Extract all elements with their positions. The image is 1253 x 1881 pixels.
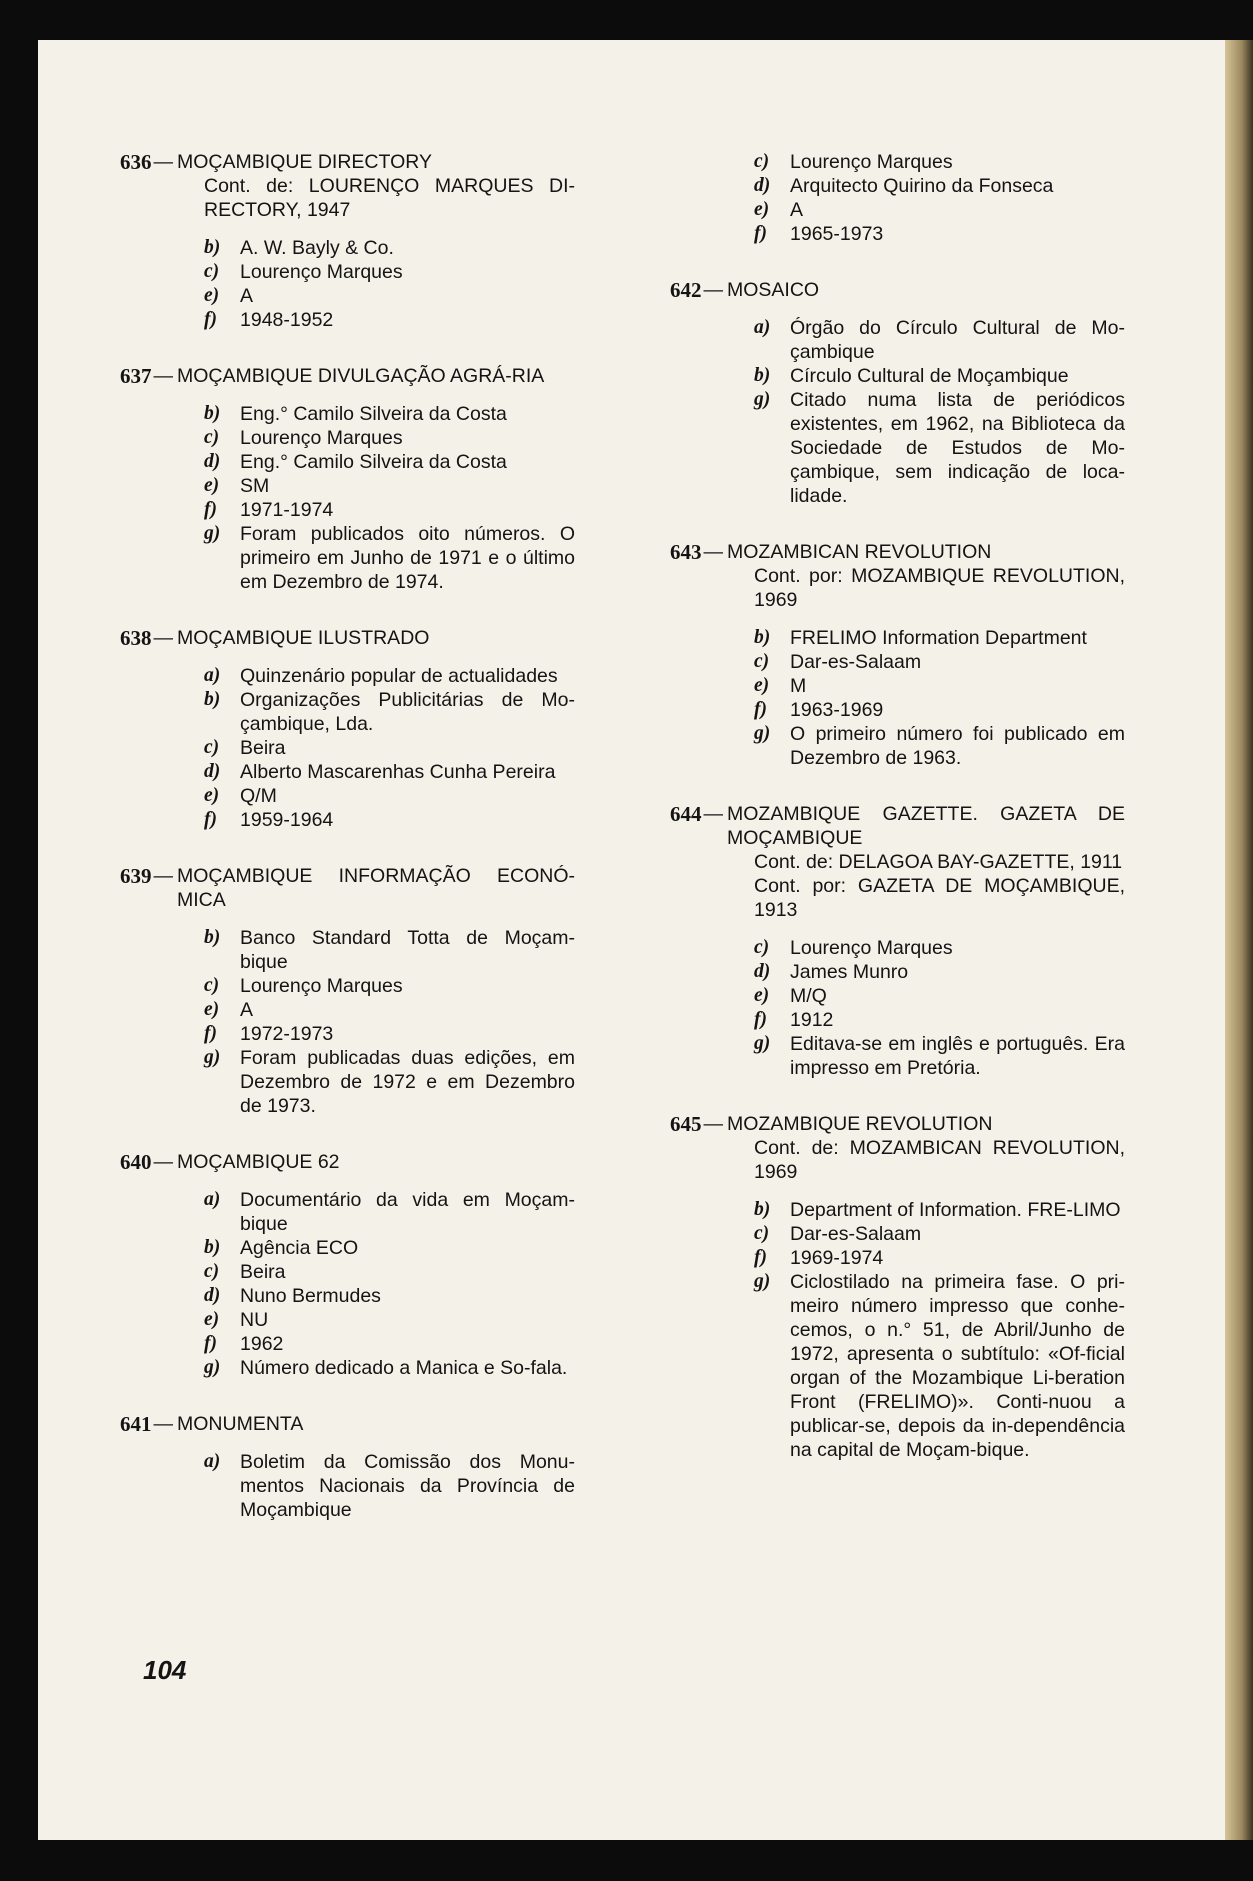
field-text: James Munro <box>790 961 909 983</box>
entry-title: MOÇAMBIQUE DIVULGAÇÃO AGRÁ-RIA <box>177 365 545 387</box>
field-text: Beira <box>240 737 286 759</box>
entry-number: 645 <box>670 1112 702 1136</box>
entry-field <box>670 222 1125 246</box>
field-text: Dar-es-Salaam <box>790 1223 922 1245</box>
catalog-entry <box>670 802 1125 1080</box>
field-text: Número dedicado a Manica e So-fala. <box>240 1357 568 1379</box>
field-letter: b) <box>204 237 221 258</box>
field-text: Lourenço Marques <box>240 261 403 283</box>
field-letter: c) <box>204 975 220 996</box>
entry-title: MOZAMBICAN REVOLUTION <box>727 541 992 563</box>
field-text: M/Q <box>790 985 827 1007</box>
entry-field <box>670 150 1125 174</box>
entry-field <box>120 1308 575 1332</box>
field-letter: d) <box>204 1285 221 1306</box>
field-text: Q/M <box>240 785 277 807</box>
entry-field <box>120 402 575 426</box>
continuation-note: Cont. por: MOZAMBIQUE REVOLUTION, 1969 <box>754 565 1125 611</box>
entry-fields <box>120 664 575 832</box>
entry-field <box>670 198 1125 222</box>
field-text: 1969-1974 <box>790 1247 884 1269</box>
field-letter: g) <box>204 1357 221 1378</box>
field-letter: c) <box>754 1223 770 1244</box>
field-letter: g) <box>754 389 771 410</box>
entry-field <box>120 1260 575 1284</box>
entry-field <box>670 174 1125 198</box>
field-letter: c) <box>204 261 220 282</box>
field-text: Boletim da Comissão dos Monu-mentos Nacionais da Província de Moçambique <box>240 1451 575 1521</box>
entry-field <box>120 974 575 998</box>
entry-field <box>120 926 575 974</box>
entry-field <box>120 498 575 522</box>
field-letter: d) <box>754 961 771 982</box>
entry-title: MOÇAMBIQUE DIRECTORY <box>177 151 432 173</box>
entry-heading <box>120 150 575 174</box>
field-letter: e) <box>204 285 220 306</box>
catalog-entry <box>120 1150 575 1380</box>
field-text: Eng.° Camilo Silveira da Costa <box>240 403 507 425</box>
entry-title: MOSAICO <box>727 279 820 301</box>
entry-field <box>120 284 575 308</box>
continuation-note: Cont. por: GAZETA DE MOÇAMBIQUE, 1913 <box>754 875 1125 921</box>
page-number: 104 <box>143 1655 187 1685</box>
field-text: Banco Standard Totta de Moçam-bique <box>240 927 575 973</box>
catalog-entry <box>670 150 1125 246</box>
field-text: 1948-1952 <box>240 309 334 331</box>
field-letter: c) <box>754 651 770 672</box>
field-text: Lourenço Marques <box>240 975 403 997</box>
entry-number: 644 <box>670 802 702 826</box>
field-letter: f) <box>754 223 767 244</box>
field-text: 1963-1969 <box>790 699 884 721</box>
entry-fields <box>670 316 1125 508</box>
field-text: 1959-1964 <box>240 809 334 831</box>
entry-field <box>120 998 575 1022</box>
field-letter: f) <box>754 1247 767 1268</box>
entry-dash: — <box>153 627 173 649</box>
field-text: FRELIMO Information Department <box>790 627 1087 649</box>
field-letter: c) <box>204 427 220 448</box>
entry-field <box>120 1356 575 1380</box>
field-letter: c) <box>754 151 770 172</box>
entry-heading <box>120 364 575 388</box>
field-letter: e) <box>754 675 770 696</box>
field-text: M <box>790 675 807 697</box>
left-column <box>120 150 575 1554</box>
field-text: Nuno Bermudes <box>240 1285 381 1307</box>
field-text: Lourenço Marques <box>240 427 403 449</box>
field-text: Beira <box>240 1261 286 1283</box>
field-letter: c) <box>204 737 220 758</box>
field-letter: a) <box>204 1451 221 1472</box>
entry-field <box>120 808 575 832</box>
entry-fields <box>120 402 575 594</box>
entry-dash: — <box>703 803 723 825</box>
entry-heading <box>120 626 575 650</box>
entry-heading <box>670 278 1125 302</box>
entry-field <box>670 936 1125 960</box>
field-letter: b) <box>754 1199 771 1220</box>
entry-field <box>670 1246 1125 1270</box>
field-text: Círculo Cultural de Moçambique <box>790 365 1069 387</box>
field-text: Department of Information. FRE-LIMO <box>790 1199 1121 1221</box>
field-text: Documentário da vida em Moçam-bique <box>240 1189 575 1235</box>
field-letter: e) <box>754 985 770 1006</box>
entry-dash: — <box>153 151 173 173</box>
field-text: Citado numa lista de periódicos existentes, em 1962, na Biblioteca da Sociedade de Estudos de Mo-çambique, sem indicação de loca-lidade. <box>790 389 1125 507</box>
field-text: A <box>790 199 804 221</box>
field-text: Ciclostilado na primeira fase. O pri-meiro número impresso que conhe-cemos, o n.° 51, de Abril/Junho de 1972, apresenta o subtítulo: «Of-ficial organ of the Mozambique Li-beration Front (FRELIMO)». Conti-nuou a publicar-se, depois da in-dependência na capital de Moçam-bique. <box>790 1271 1125 1461</box>
entry-fields <box>670 150 1125 246</box>
entry-fields <box>670 936 1125 1080</box>
field-text: Foram publicadas duas edições, em Dezembro de 1972 e em Dezembro de 1973. <box>240 1047 575 1117</box>
continuation-note: Cont. de: DELAGOA BAY-GAZETTE, 1911 <box>754 851 1123 873</box>
entry-title: MOÇAMBIQUE ILUSTRADO <box>177 627 430 649</box>
field-letter: a) <box>204 665 221 686</box>
entry-field <box>670 1222 1125 1246</box>
entry-field <box>670 1270 1125 1462</box>
entry-title: MONUMENTA <box>177 1413 304 1435</box>
entry-number: 640 <box>120 1150 152 1174</box>
field-letter: d) <box>204 451 221 472</box>
right-column <box>670 150 1125 1494</box>
entry-heading <box>670 540 1125 564</box>
field-letter: g) <box>204 1047 221 1068</box>
entry-field <box>120 736 575 760</box>
entry-field <box>670 626 1125 650</box>
entry-dash: — <box>153 1413 173 1435</box>
field-text: Órgão do Círculo Cultural de Mo-çambique <box>790 317 1125 363</box>
field-text: Eng.° Camilo Silveira da Costa <box>240 451 507 473</box>
field-text: 1972-1973 <box>240 1023 334 1045</box>
field-letter: f) <box>204 1023 217 1044</box>
field-text: SM <box>240 475 270 497</box>
entry-fields <box>120 236 575 332</box>
entry-heading <box>120 1412 575 1436</box>
entry-field <box>120 236 575 260</box>
continuation-note: Cont. de: LOURENÇO MARQUES DI-RECTORY, 1947 <box>204 175 575 221</box>
catalog-entry <box>120 1412 575 1522</box>
entry-number: 639 <box>120 864 152 888</box>
entry-heading <box>120 864 575 912</box>
entry-dash: — <box>703 1113 723 1135</box>
entry-field <box>120 664 575 688</box>
entry-field <box>120 308 575 332</box>
catalog-entry <box>670 1112 1125 1462</box>
field-letter: f) <box>754 1009 767 1030</box>
entry-field <box>670 1032 1125 1080</box>
field-letter: e) <box>204 785 220 806</box>
entry-fields <box>120 1450 575 1522</box>
entry-field <box>120 760 575 784</box>
field-text: Lourenço Marques <box>790 937 953 959</box>
entry-field <box>120 1188 575 1236</box>
field-letter: e) <box>204 999 220 1020</box>
entry-field <box>120 1284 575 1308</box>
field-text: 1912 <box>790 1009 834 1031</box>
field-text: Quinzenário popular de actualidades <box>240 665 558 687</box>
field-text: Agência ECO <box>240 1237 359 1259</box>
field-text: 1962 <box>240 1333 284 1355</box>
field-letter: a) <box>754 317 771 338</box>
entry-dash: — <box>153 1151 173 1173</box>
entry-field <box>670 698 1125 722</box>
catalog-entry <box>670 278 1125 508</box>
entry-field <box>120 1332 575 1356</box>
entry-fields <box>120 926 575 1118</box>
entry-field <box>120 522 575 594</box>
field-letter: d) <box>754 175 771 196</box>
field-letter: b) <box>204 1237 221 1258</box>
field-text: Editava-se em inglês e português. Era impresso em Pretória. <box>790 1033 1125 1079</box>
entry-number: 638 <box>120 626 152 650</box>
page-edge <box>1225 40 1253 1840</box>
field-letter: b) <box>754 627 771 648</box>
field-letter: c) <box>204 1261 220 1282</box>
catalog-entry <box>120 626 575 832</box>
entry-dash: — <box>703 279 723 301</box>
entry-heading <box>670 1112 1125 1136</box>
catalog-entry <box>670 540 1125 770</box>
field-letter: f) <box>204 499 217 520</box>
field-text: 1965-1973 <box>790 223 884 245</box>
field-text: Dar-es-Salaam <box>790 651 922 673</box>
field-text: O primeiro número foi publicado em Dezembro de 1963. <box>790 723 1125 769</box>
entry-field <box>670 316 1125 364</box>
field-letter: f) <box>754 699 767 720</box>
entry-field <box>120 474 575 498</box>
entry-field <box>670 984 1125 1008</box>
entry-title: MOÇAMBIQUE INFORMAÇÃO ECONÓ-MICA <box>177 865 575 911</box>
field-letter: b) <box>204 403 221 424</box>
entry-field <box>120 1236 575 1260</box>
entry-fields <box>670 1198 1125 1462</box>
entry-number: 637 <box>120 364 152 388</box>
entry-dash: — <box>703 541 723 563</box>
field-letter: b) <box>204 689 221 710</box>
entry-field <box>670 1008 1125 1032</box>
entry-field <box>120 450 575 474</box>
catalog-entry <box>120 150 575 332</box>
entry-heading <box>120 1150 575 1174</box>
scan-corner <box>1128 0 1253 40</box>
field-letter: e) <box>204 475 220 496</box>
field-letter: g) <box>754 723 771 744</box>
field-letter: e) <box>754 199 770 220</box>
field-letter: e) <box>204 1309 220 1330</box>
field-letter: d) <box>204 761 221 782</box>
field-text: Lourenço Marques <box>790 151 953 173</box>
entry-fields <box>670 626 1125 770</box>
entry-field <box>670 650 1125 674</box>
entry-field <box>120 784 575 808</box>
entry-field <box>120 1022 575 1046</box>
field-letter: f) <box>204 1333 217 1354</box>
catalog-entry <box>120 864 575 1118</box>
catalog-entry <box>120 364 575 594</box>
entry-field <box>120 688 575 736</box>
entry-number: 636 <box>120 150 152 174</box>
entry-number: 641 <box>120 1412 152 1436</box>
field-text: Foram publicados oito números. O primeiro em Junho de 1971 e o último em Dezembro de 1974. <box>240 523 575 593</box>
entry-field <box>670 364 1125 388</box>
entry-field <box>120 1450 575 1522</box>
field-text: A <box>240 285 254 307</box>
entry-title: MOZAMBIQUE GAZETTE. GAZETA DE MOÇAMBIQUE <box>727 803 1125 849</box>
entry-number: 642 <box>670 278 702 302</box>
entry-dash: — <box>153 865 173 887</box>
field-letter: a) <box>204 1189 221 1210</box>
entry-title: MOZAMBIQUE REVOLUTION <box>727 1113 993 1135</box>
field-letter: g) <box>204 523 221 544</box>
field-letter: g) <box>754 1271 771 1292</box>
field-text: 1971-1974 <box>240 499 334 521</box>
entry-field <box>670 1198 1125 1222</box>
entry-title: MOÇAMBIQUE 62 <box>177 1151 340 1173</box>
field-text: Alberto Mascarenhas Cunha Pereira <box>240 761 556 783</box>
continuation-note: Cont. de: MOZAMBICAN REVOLUTION, 1969 <box>754 1137 1125 1183</box>
field-text: A. W. Bayly & Co. <box>240 237 394 259</box>
entry-field <box>670 674 1125 698</box>
entry-field <box>120 426 575 450</box>
entry-field <box>670 722 1125 770</box>
entry-field <box>670 960 1125 984</box>
field-text: A <box>240 999 254 1021</box>
field-letter: f) <box>204 809 217 830</box>
entry-field <box>120 260 575 284</box>
field-text: Organizações Publicitárias de Mo-çambique, Lda. <box>240 689 575 735</box>
entry-number: 643 <box>670 540 702 564</box>
field-letter: b) <box>754 365 771 386</box>
entry-field <box>120 1046 575 1118</box>
entry-dash: — <box>153 365 173 387</box>
field-letter: f) <box>204 309 217 330</box>
field-letter: g) <box>754 1033 771 1054</box>
field-text: Arquitecto Quirino da Fonseca <box>790 175 1054 197</box>
entry-fields <box>120 1188 575 1380</box>
field-letter: b) <box>204 927 221 948</box>
field-letter: c) <box>754 937 770 958</box>
entry-heading <box>670 802 1125 850</box>
field-text: NU <box>240 1309 269 1331</box>
entry-field <box>670 388 1125 508</box>
